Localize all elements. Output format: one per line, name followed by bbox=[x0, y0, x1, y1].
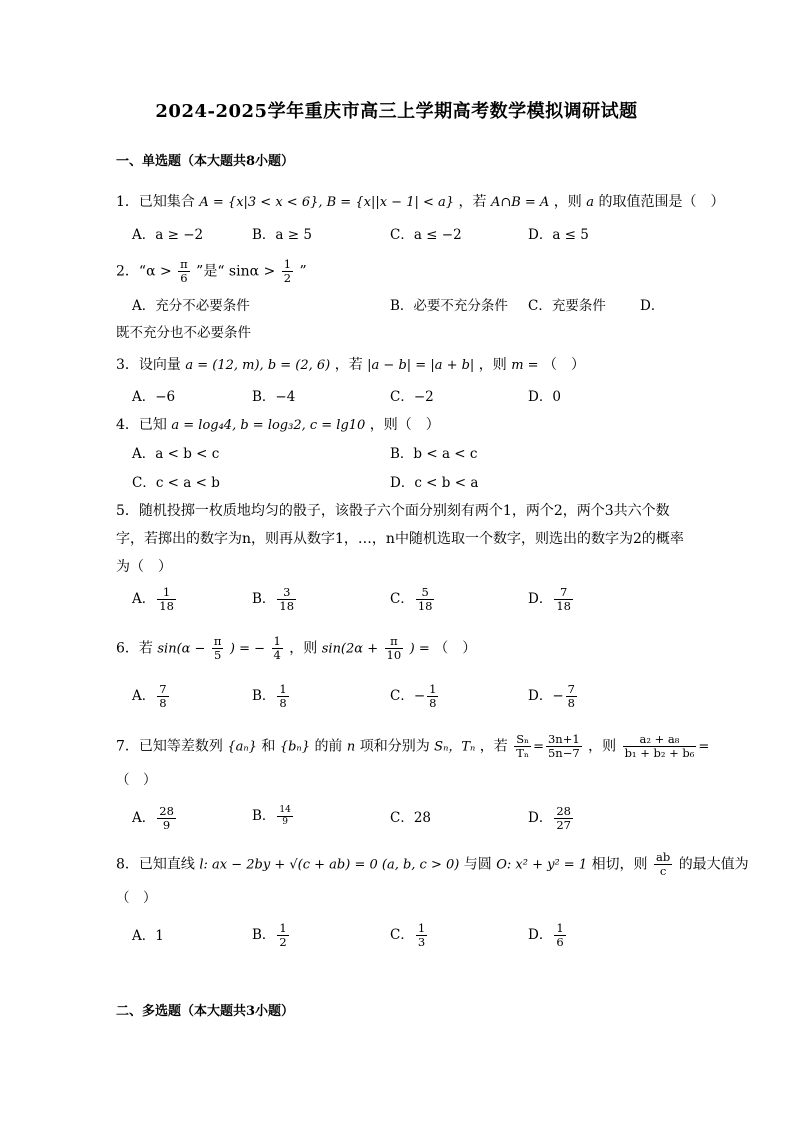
question-7 bbox=[116, 733, 709, 760]
q6-stem-a: 6．若 bbox=[116, 640, 153, 657]
q3-stem-d: （ ） bbox=[543, 357, 586, 373]
q2-stem-b: ”是“ sinα > bbox=[196, 263, 276, 280]
q5-option-c: C． $\frac{5}{18}$ bbox=[390, 585, 433, 613]
q4-option-a: A．a < b < c bbox=[132, 446, 220, 462]
q7-option-d: D． $\frac{28}{27}$ bbox=[528, 804, 571, 832]
q7-math-eq: = bbox=[533, 739, 544, 755]
q5-option-a: A． $\frac{1}{18}$ bbox=[132, 585, 174, 613]
q6-frac-1-4: $\frac{1}{4}$ bbox=[273, 634, 281, 662]
q8-math-line: l: ax − 2by + √(c + ab) = 0 (a, b, c > 0) bbox=[199, 857, 460, 873]
q2-stem-c: ” bbox=[299, 263, 307, 280]
q1-math-sets: A = {x|3 < x < 6}, B = {x||x − 1| < a} bbox=[199, 195, 455, 210]
q8-stem-d: 的最大值为 bbox=[678, 856, 749, 873]
q7-stem-c: 的前 bbox=[314, 738, 343, 755]
q1-stem-d: 的取值范围是（ ） bbox=[598, 194, 725, 210]
q8-frac-ab-c: $\frac{ab}{c}$ bbox=[656, 850, 671, 878]
q4-stem-a: 4．已知 bbox=[116, 417, 167, 433]
q2-option-b: B．必要不充分条件 bbox=[390, 298, 508, 314]
q3-option-b: B．−4 bbox=[252, 389, 296, 405]
q7-stem-d: 项和分别为 bbox=[359, 738, 430, 755]
q2-frac-1-2: $\frac{1}{2}$ bbox=[283, 257, 292, 285]
q4-option-d: D．c < b < a bbox=[390, 475, 479, 491]
q6-frac-pi-10: $\frac{\pi}{10}$ bbox=[386, 634, 402, 662]
q8-option-c: C． $\frac{1}{3}$ bbox=[390, 921, 426, 949]
q3-stem-a: 3．设向量 bbox=[116, 357, 181, 373]
q1-stem-b: ，若 bbox=[458, 194, 487, 210]
question-1 bbox=[116, 192, 724, 213]
q1-option-c: C．a ≤ −2 bbox=[390, 227, 462, 243]
q2-option-d: D． bbox=[640, 298, 665, 314]
q4-option-c: C．c < a < b bbox=[132, 475, 220, 491]
q3-option-a: A．−6 bbox=[132, 389, 176, 405]
q8-stem-b: 与圆 bbox=[463, 856, 492, 873]
q3-option-d: D．0 bbox=[528, 389, 561, 405]
q8-stem-a: 8．已知直线 bbox=[116, 856, 195, 873]
q6-math-sin2: sin(2α + bbox=[321, 641, 379, 657]
q1-option-b: B．a ≥ 5 bbox=[252, 227, 312, 243]
q7-option-c: C．28 bbox=[390, 810, 432, 826]
q8-paren: （ ） bbox=[116, 890, 157, 906]
q7-stem-e: ，若 bbox=[479, 738, 508, 755]
q2-stem-a: 2．“α > bbox=[116, 263, 172, 280]
q7-math-an: {aₙ} bbox=[227, 739, 257, 755]
q8-stem-c: 相切，则 bbox=[591, 856, 648, 873]
q6-math-eq2: ) = bbox=[409, 641, 430, 657]
q6-stem-c: （ ） bbox=[434, 640, 477, 657]
q8-math-circle: O: x² + y² = 1 bbox=[496, 857, 588, 873]
question-2 bbox=[116, 258, 307, 285]
q8-option-d: D． $\frac{1}{6}$ bbox=[528, 921, 564, 949]
q1-stem-a: 1．已知集合 bbox=[116, 194, 195, 210]
question-5: 5．随机投掷一枚质地均匀的骰子，该骰子六个面分别刻有两个1，两个2，两个3共六个数字，若掷出的数字为n，则再从数字1，…，n中随机选取一个数字，则选出的数字为2的概率为（ ） bbox=[116, 503, 684, 575]
q7-option-a: A． $\frac{28}{9}$ bbox=[132, 804, 174, 832]
question-6 bbox=[116, 635, 476, 662]
q1-option-d: D．a ≤ 5 bbox=[528, 227, 589, 243]
q8-option-b: B． $\frac{1}{2}$ bbox=[252, 921, 287, 949]
q6-stem-b: ，则 bbox=[289, 640, 318, 657]
section-heading-multi-choice: 二、多选题（本大题共3小题） bbox=[116, 1004, 295, 1019]
q3-math-condition: |a − b| = |a + b| bbox=[367, 358, 475, 373]
question-8 bbox=[116, 851, 749, 878]
q7-frac-sn-tn: $\frac{\text{Sₙ}}{\text{Tₙ}}$ bbox=[516, 732, 530, 760]
q7-stem-f: ，则 bbox=[588, 738, 617, 755]
q6-option-c: C．− $\frac{1}{8}$ bbox=[390, 682, 437, 710]
q2-frac-pi-6: $\frac{\pi}{6}$ bbox=[180, 257, 188, 285]
q7-paren: （ ） bbox=[116, 772, 157, 788]
q2-option-c: C．充要条件 bbox=[528, 298, 606, 314]
q7-math-sn-tn: Sₙ，Tₙ bbox=[434, 739, 476, 755]
q6-option-d: D．− $\frac{7}{8}$ bbox=[528, 682, 575, 710]
q7-frac-ratio: $\frac{3n+1}{5n-7}$ bbox=[547, 732, 580, 760]
q7-math-n: n bbox=[346, 739, 356, 755]
q6-option-b: B． $\frac{1}{8}$ bbox=[252, 682, 287, 710]
q1-stem-c: ，则 bbox=[553, 194, 582, 210]
q6-math-eq1: ) = − bbox=[229, 641, 266, 657]
q3-stem-c: ，则 bbox=[478, 357, 507, 373]
q7-frac-target: $\frac{\text{a₂ + a₈}}{\text{b₁ + b₂ + b₆}}$ bbox=[624, 732, 695, 760]
q4-option-b: B．b < a < c bbox=[390, 446, 478, 462]
q1-math-intersection: A∩B = A bbox=[490, 195, 550, 210]
q3-math-m: m = bbox=[511, 358, 539, 373]
q2-option-d-text: 既不充分也不必要条件 bbox=[116, 325, 251, 341]
section-heading-single-choice: 一、单选题（本大题共8小题） bbox=[116, 154, 295, 169]
q7-stem-b: 和 bbox=[261, 738, 276, 755]
q6-option-a: A． $\frac{7}{8}$ bbox=[132, 682, 167, 710]
q8-option-a: A．1 bbox=[132, 928, 164, 944]
q5-option-d: D． $\frac{7}{18}$ bbox=[528, 585, 571, 613]
q7-math-eq2: = bbox=[698, 739, 710, 755]
q7-math-bn: {bₙ} bbox=[279, 739, 310, 755]
q1-option-a: A．a ≥ −2 bbox=[132, 227, 204, 243]
q7-stem-a: 7．已知等差数列 bbox=[116, 738, 223, 755]
question-4 bbox=[116, 415, 440, 436]
q2-option-a: A．充分不必要条件 bbox=[132, 298, 250, 314]
question-3 bbox=[116, 355, 585, 376]
q3-stem-b: ，若 bbox=[334, 357, 363, 373]
q6-frac-pi-5: $\frac{\pi}{5}$ bbox=[213, 634, 222, 662]
q3-math-vectors: a = (12, m), b = (2, 6) bbox=[185, 358, 331, 373]
q1-math-a: a bbox=[586, 195, 594, 210]
q7-option-b: B． $\frac{14}{9}$ bbox=[252, 805, 291, 827]
q6-math-sin1: sin(α − bbox=[157, 641, 206, 657]
q4-math-defs: a = log₄4, b = log₃2, c = lg10 bbox=[171, 418, 366, 433]
page-title: 2024-2025学年重庆市高三上学期高考数学模拟调研试题 bbox=[155, 101, 638, 122]
q4-stem-b: ，则（ ） bbox=[369, 417, 440, 433]
q3-option-c: C．−2 bbox=[390, 389, 434, 405]
q5-option-b: B． $\frac{3}{18}$ bbox=[252, 585, 295, 613]
